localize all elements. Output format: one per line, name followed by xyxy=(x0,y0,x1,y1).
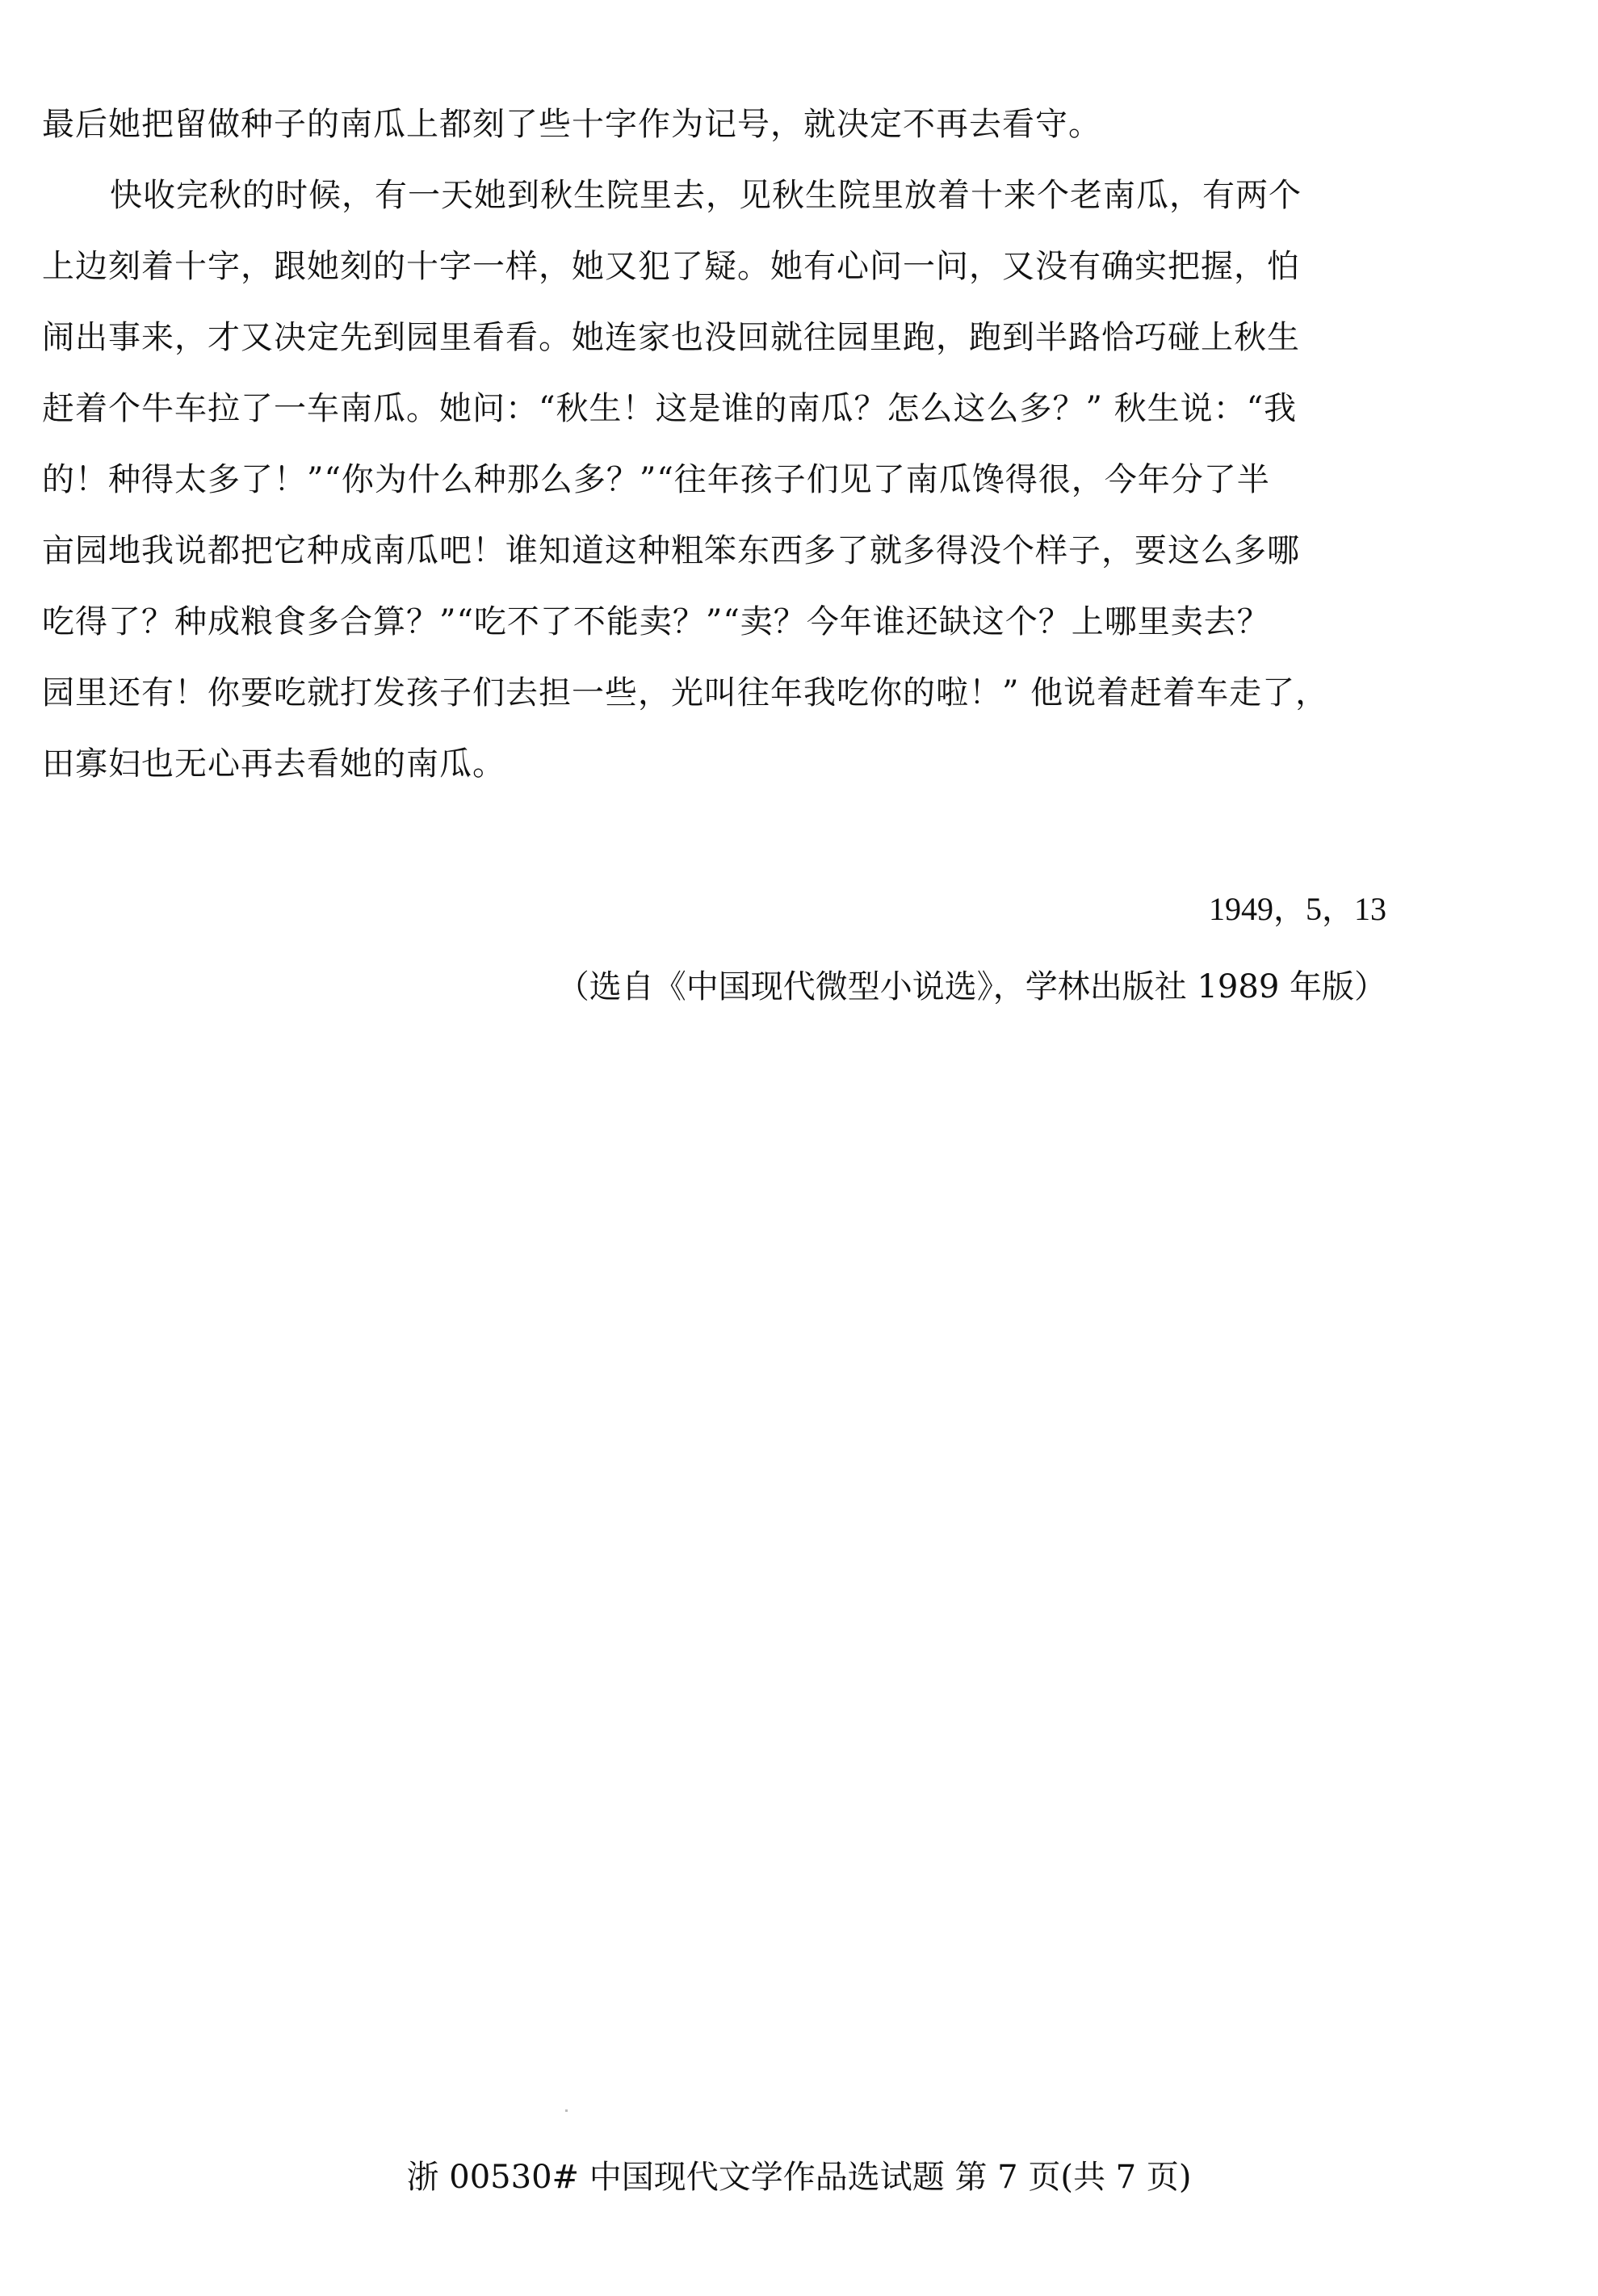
story-line: 上边刻着十字，跟她刻的十字一样，她又犯了疑。她有心问一问，又没有确实把握，怕 xyxy=(42,248,1300,285)
page-footer: 浙 00530# 中国现代文学作品选试题 第 7 页(共 7 页) xyxy=(406,2159,1192,2196)
story-date: 1949，5，13 xyxy=(1209,891,1386,927)
story-line: 田寡妇也无心再去看她的南瓜。 xyxy=(42,745,505,783)
scan-speck xyxy=(565,2109,568,2112)
story-line: 闹出事来，才又决定先到园里看看。她连家也没回就往园里跑，跑到半路恰巧碰上秋生 xyxy=(42,319,1300,356)
story-paragraph-start: 快收完秋的时候，有一天她到秋生院里去，见秋生院里放着十来个老南瓜，有两个 xyxy=(110,177,1302,214)
story-line: 亩园地我说都把它种成南瓜吧！谁知道这种粗笨东西多了就多得没个样子，要这么多哪 xyxy=(42,532,1300,569)
story-line: 吃得了？种成粮食多合算？”“吃不了不能卖？”“卖？今年谁还缺这个？上哪里卖去？ xyxy=(42,603,1270,640)
story-line: 赶着个牛车拉了一车南瓜。她问：“秋生！这是谁的南瓜？怎么这么多？” 秋生说：“我 xyxy=(42,390,1298,427)
story-line: 最后她把留做种子的南瓜上都刻了些十字作为记号，就决定不再去看守。 xyxy=(42,106,1101,143)
story-line: 园里还有！你要吃就打发孩子们去担一些，光叫往年我吃你的啦！” 他说着赶着车走了， xyxy=(42,674,1329,711)
story-line: 的！种得太多了！”“你为什么种那么多？”“往年孩子们见了南瓜馋得很，今年分了半 xyxy=(42,461,1270,498)
story-source: （选自《中国现代微型小说选》，学林出版社 1989 年版） xyxy=(556,968,1386,1005)
